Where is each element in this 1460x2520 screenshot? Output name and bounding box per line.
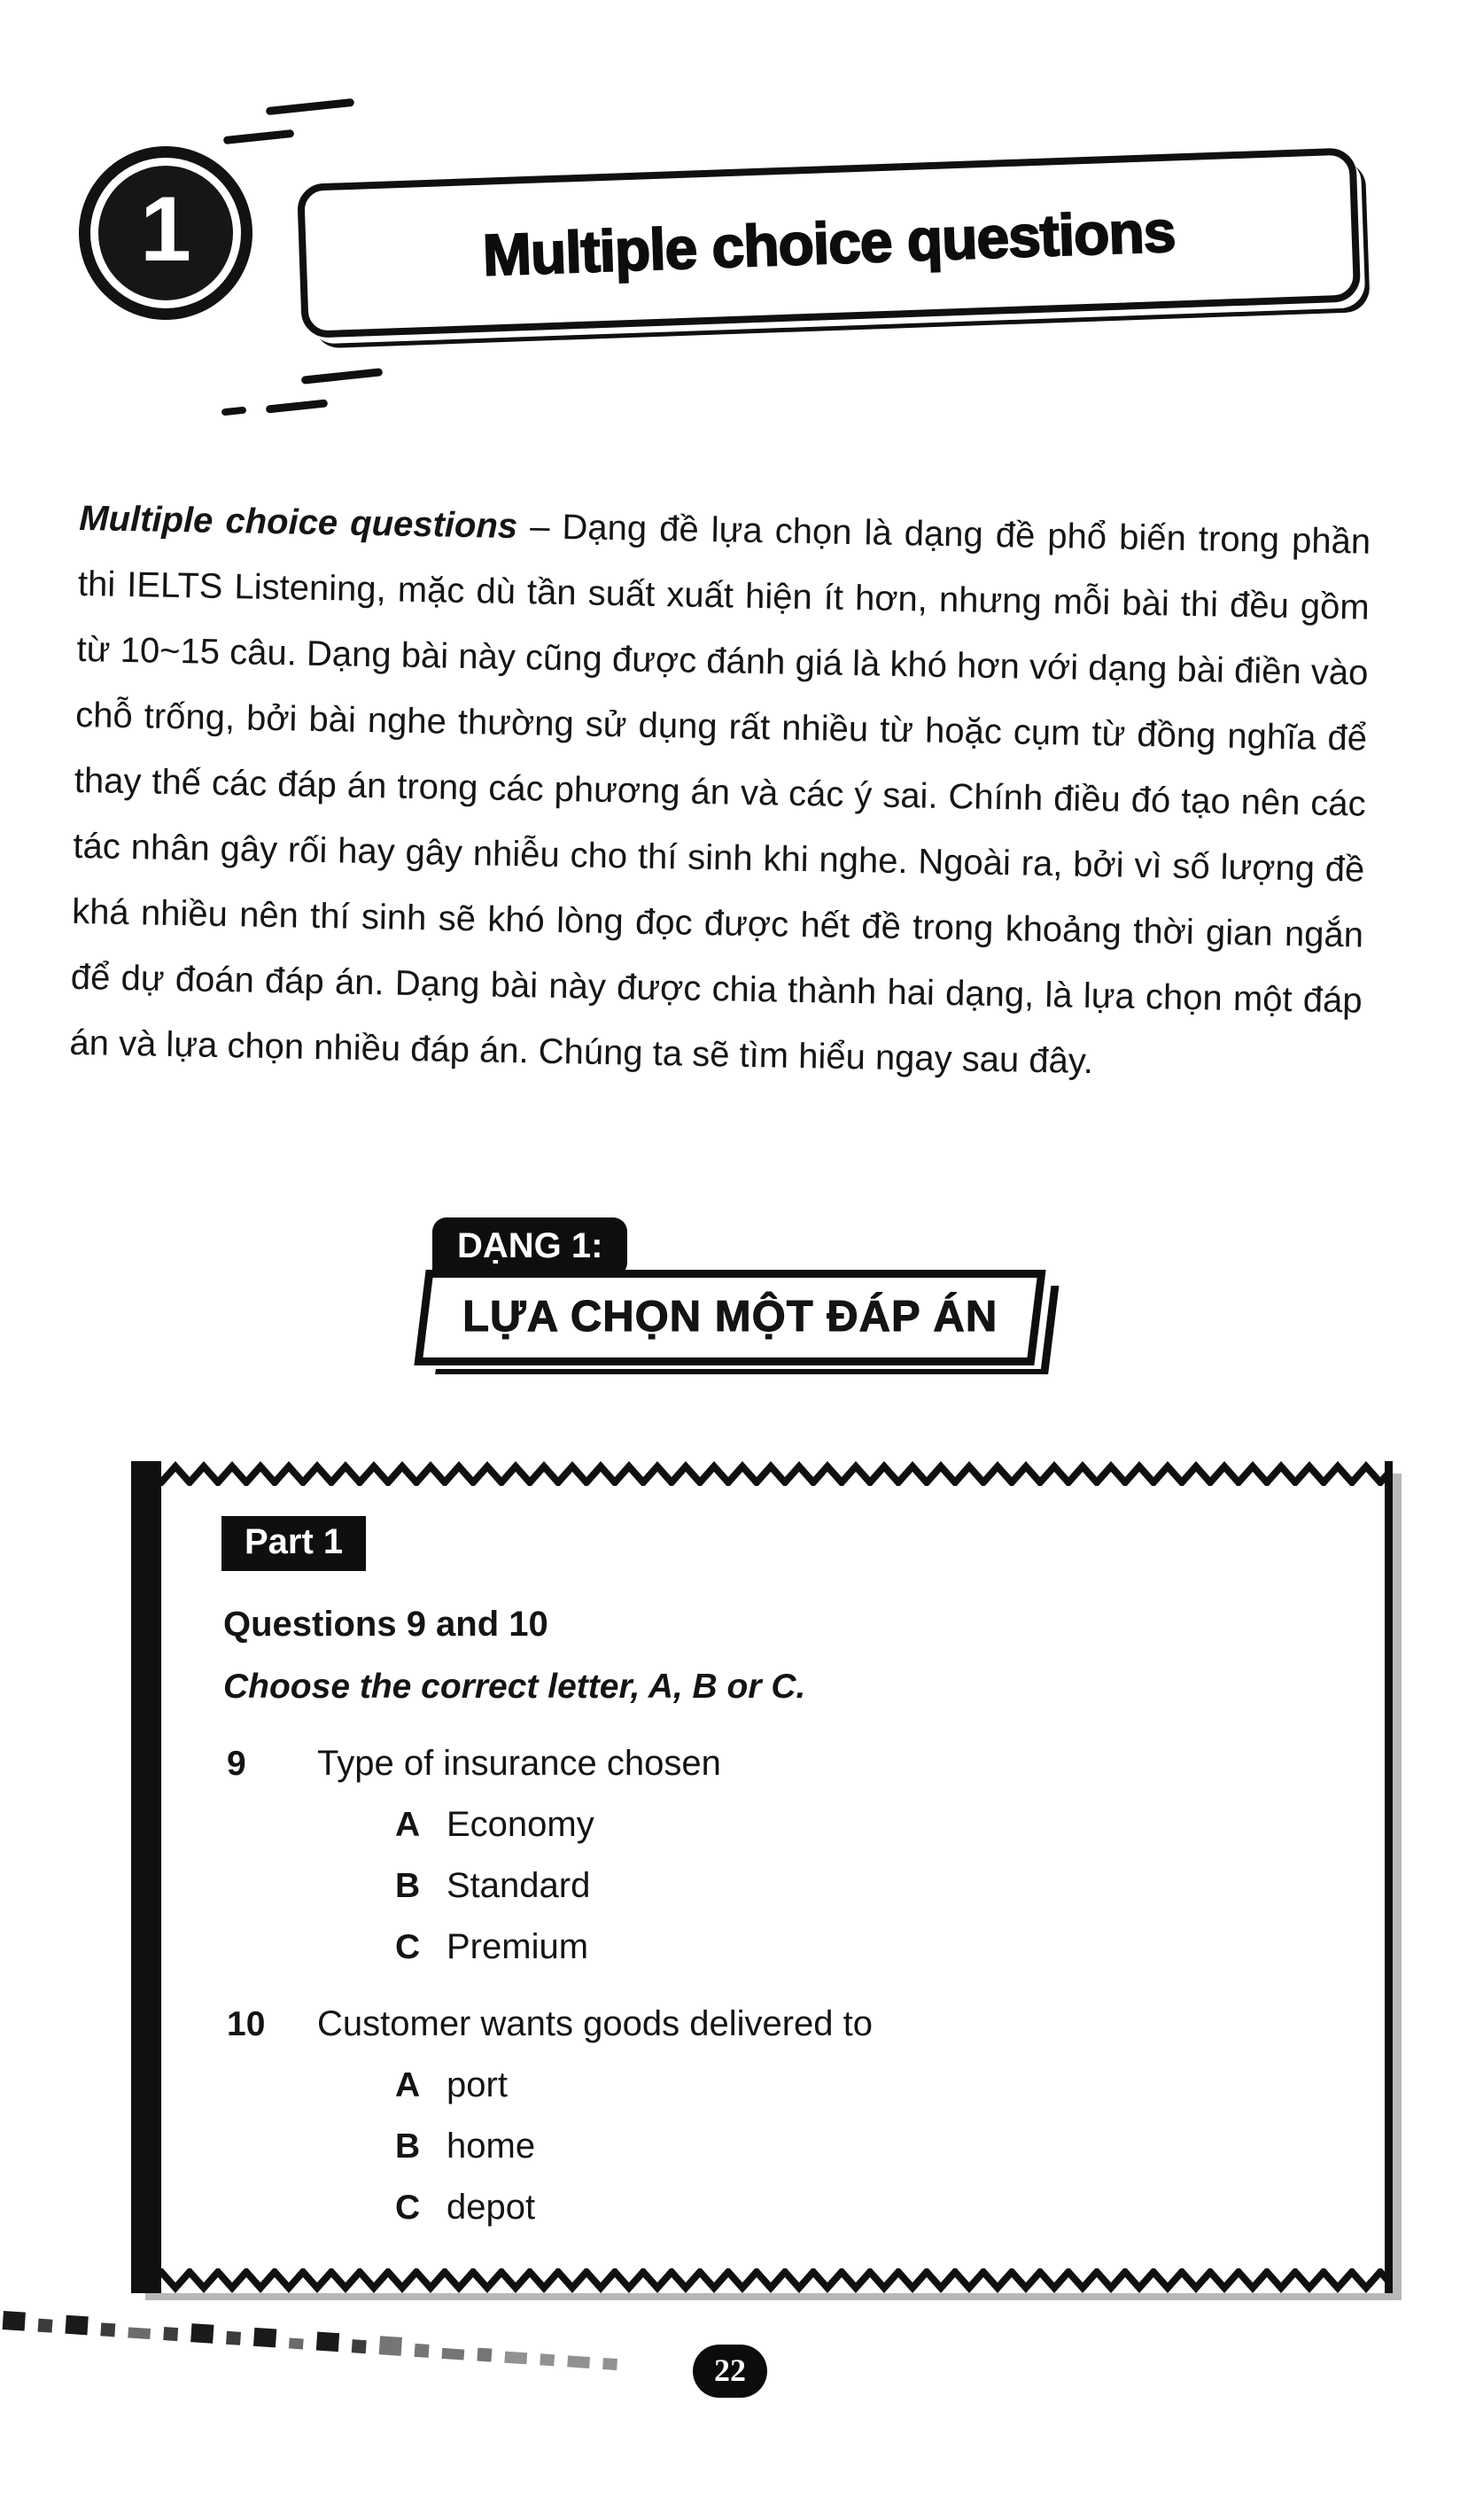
chapter-header (0, 0, 1460, 381)
question-row (218, 1744, 1335, 1784)
unit-number-badge (90, 158, 241, 308)
question-text: Type of insurance chosen (317, 1744, 721, 1783)
option-letter: B (395, 1867, 421, 1905)
film-strip-decoration (3, 2311, 618, 2370)
option-letter: A (395, 2066, 421, 2104)
question-row (218, 2004, 1335, 2044)
type-1-title: LỰA CHỌN MỘT ĐÁP ÁN (462, 1293, 998, 1341)
film-mark (442, 2348, 465, 2361)
type-1-badge: DẠNG 1: (432, 1217, 627, 1277)
option-item (395, 2065, 1335, 2105)
speed-line-decoration (266, 399, 329, 413)
film-mark (190, 2323, 214, 2344)
option-item (395, 2127, 1335, 2166)
option-text: home (447, 2127, 536, 2166)
film-mark (65, 2315, 88, 2336)
option-item (395, 1866, 1335, 1906)
exercise-content (161, 1486, 1385, 2268)
question-text: Customer wants goods delivered to (317, 2004, 873, 2043)
question-item (218, 2004, 1335, 2228)
option-item (395, 2188, 1335, 2228)
speed-line-decoration (301, 368, 383, 385)
question-number: 9 (227, 1745, 246, 1783)
questions-instruction: Choose the correct letter, A, B or C. (223, 1668, 806, 1706)
option-text: depot (447, 2188, 536, 2227)
film-mark (100, 2322, 115, 2337)
type-1-title-box (414, 1270, 1045, 1365)
option-text: Premium (447, 1927, 589, 1966)
option-text: port (447, 2065, 508, 2104)
film-mark (379, 2336, 402, 2356)
exercise-box (131, 1461, 1393, 2293)
film-mark (602, 2358, 617, 2370)
film-mark (316, 2332, 339, 2353)
type-1-section-heading (420, 1217, 1040, 1365)
option-item (395, 1927, 1335, 1967)
chapter-title-banner (297, 147, 1361, 338)
film-mark (38, 2319, 53, 2333)
question-item (218, 1744, 1335, 1967)
film-mark (540, 2353, 555, 2366)
speed-line-decoration (223, 129, 295, 144)
unit-number: 1 (140, 178, 191, 281)
question-number: 10 (227, 2005, 266, 2043)
options-list (395, 1805, 1335, 1967)
speed-line-decoration (266, 98, 354, 115)
option-text: Economy (447, 1805, 594, 1844)
film-mark (477, 2348, 492, 2362)
option-letter: A (395, 1806, 421, 1844)
intro-paragraph (67, 486, 1371, 1172)
option-letter: B (395, 2127, 421, 2166)
option-letter: C (395, 1928, 421, 1966)
option-item (395, 1805, 1335, 1845)
intro-lead-text: Multiple choice questions (78, 498, 518, 547)
film-mark (128, 2327, 151, 2339)
intro-body-text: – Dạng đề lựa chọn là dạng đề phổ biến trong phần thi IELTS Listening, mặc dù tần suất xuất hiện ít hơn, nhưng mỗi bài thi đều gồm từ 10~15 câu. Dạng bài này cũng được đánh giá là khó hơn với dạng bài điền vào chỗ trống, bởi bài nghe thường sử dụng rất nhiều từ hoặc cụm từ đồng nghĩa để thay thế các đáp án trong các phương án và các ý sai. Chính điều đó tạo nên các tác nhân gây rối hay gây nhiễu cho thí sinh khi nghe. Ngoài ra, bởi vì số lượng đề khá nhiều nên thí sinh sẽ khó lòng đọc được hết đề trong khoảng thời gian ngắn để dự đoán đáp án. Dạng bài này được chia thành hai dạng, là lựa chọn một đáp án và lựa chọn nhiều đáp án. Chúng ta sẽ tìm hiểu ngay sau đây. (69, 507, 1371, 1082)
zigzag-border-top (161, 1461, 1385, 1486)
film-mark (163, 2327, 178, 2341)
chapter-title: Multiple choice questions (481, 198, 1177, 288)
questions-heading: Questions 9 and 10 (223, 1605, 548, 1644)
film-mark (289, 2337, 304, 2349)
film-mark (253, 2328, 276, 2348)
film-mark (567, 2355, 590, 2368)
part-label-badge: Part 1 (221, 1516, 366, 1571)
film-mark (3, 2311, 26, 2331)
page-number-badge: 22 (693, 2345, 767, 2398)
option-letter: C (395, 2189, 421, 2227)
film-mark (226, 2331, 241, 2345)
speed-line-decoration (221, 407, 247, 416)
options-list (395, 2065, 1335, 2228)
film-mark (415, 2344, 430, 2358)
option-text: Standard (447, 1866, 591, 1905)
zigzag-border-bottom (161, 2268, 1385, 2293)
film-mark (504, 2352, 527, 2365)
film-mark (352, 2339, 367, 2353)
